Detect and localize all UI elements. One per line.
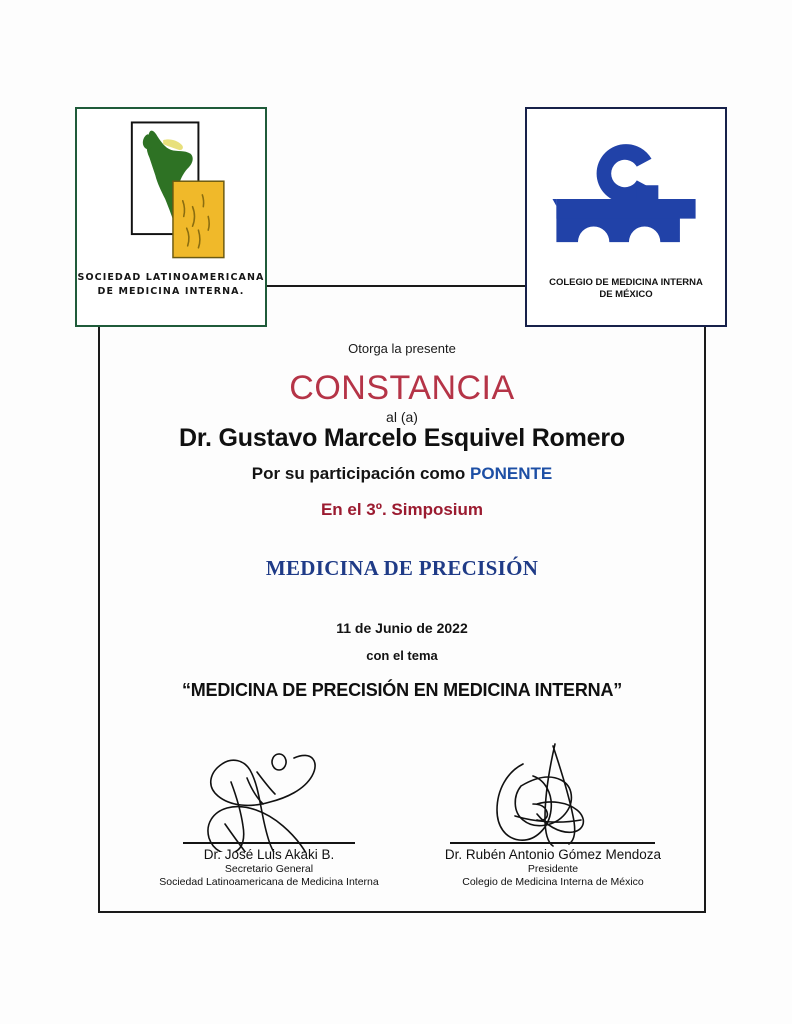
signature-role: Presidente [527, 863, 579, 875]
left-emblem-caption-line1: SOCIEDAD LATINOAMERICANA [77, 272, 265, 283]
event-line: En el 3º. Simposium [320, 500, 484, 519]
right-emblem-caption-line2: DE MÉXICO [599, 289, 653, 300]
right-emblem-caption-line1: COLEGIO DE MEDICINA INTERNA [549, 277, 703, 288]
signature-role: Secretario General [224, 863, 314, 875]
cmim-monogram-icon [527, 133, 725, 265]
left-emblem-box [75, 107, 267, 327]
theme-label: con el tema [366, 648, 438, 663]
frame-right-vertical-line [704, 325, 706, 913]
signature-name: Dr. José Luis Akaki B. [203, 847, 335, 862]
event-date: 11 de Junio de 2022 [336, 620, 468, 636]
signature-caption [403, 846, 703, 889]
certificate-title: CONSTANCIA [289, 369, 515, 407]
grants-label: Otorga la presente [348, 341, 456, 356]
left-emblem-caption-line2: DE MEDICINA INTERNA. [97, 286, 245, 297]
signature-name: Dr. Rubén Antonio Gómez Mendoza [444, 847, 662, 862]
signature-rule [450, 842, 655, 844]
signature-mark-icon [403, 742, 703, 852]
right-emblem-caption [527, 277, 725, 301]
frame-top-connector-line [266, 285, 528, 287]
recipient-name: Dr. Gustavo Marcelo Esquivel Romero [179, 424, 625, 452]
signature-organization: Colegio de Medicina Interna de México [462, 876, 644, 888]
frame-bottom-line [98, 911, 706, 913]
recipient-prefix: al (a) [386, 409, 418, 425]
right-emblem-box [525, 107, 727, 327]
latin-america-map-icon [77, 117, 265, 265]
participation-prefix: Por su participación como [251, 464, 471, 483]
left-emblem-caption [77, 271, 265, 299]
signature-organization: Sociedad Latinoamericana de Medicina Interna [159, 876, 379, 888]
theme-title: “MEDICINA DE PRECISIÓN EN MEDICINA INTERNA” [181, 680, 623, 700]
signature-caption [119, 846, 419, 889]
participation-line [100, 464, 704, 484]
signature-mark-icon [119, 742, 419, 852]
participation-role: PONENTE [470, 464, 553, 483]
signature-rule [183, 842, 355, 844]
event-title: MEDICINA DE PRECISIÓN [265, 556, 539, 580]
